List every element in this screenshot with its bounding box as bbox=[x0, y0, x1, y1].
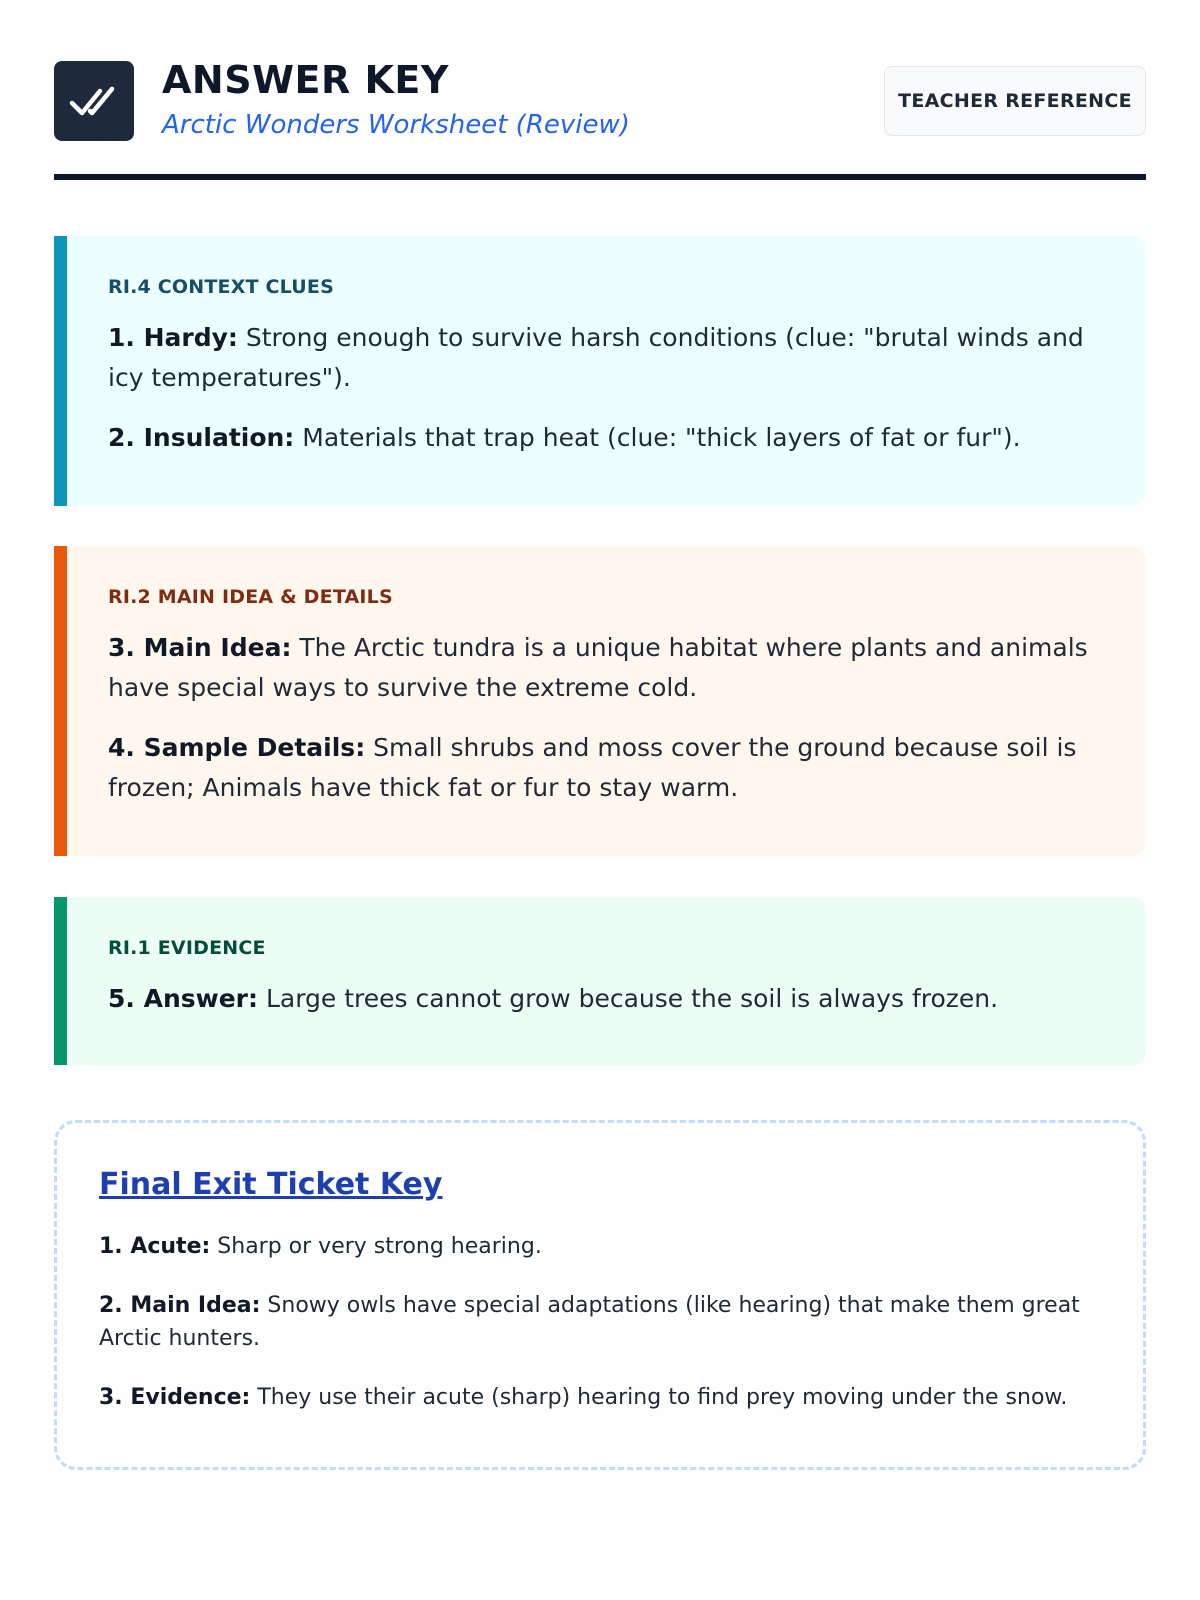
answer-item bbox=[108, 628, 1106, 708]
answer-item bbox=[108, 728, 1106, 808]
exit-ticket-text: Snowy owls have special adaptations (like hearing) that make them great Arctic hunters. bbox=[99, 1293, 1080, 1351]
section-title: RI.2 MAIN IDEA & DETAILS bbox=[108, 586, 393, 608]
answer-text: Strong enough to survive harsh conditions (clue: "brutal winds and icy temperatures"). bbox=[108, 323, 1084, 392]
logo-badge bbox=[54, 61, 134, 141]
answer-item bbox=[108, 318, 1106, 398]
header-divider bbox=[54, 174, 1146, 180]
section-context-clues bbox=[54, 236, 1146, 506]
teacher-reference-badge: TEACHER REFERENCE bbox=[884, 66, 1146, 136]
answer-label: 3. Main Idea: bbox=[108, 633, 292, 662]
section-accent-bar bbox=[54, 897, 67, 1065]
exit-ticket-text: Sharp or very strong hearing. bbox=[210, 1234, 542, 1259]
double-check-icon bbox=[68, 81, 120, 121]
answer-text: Materials that trap heat (clue: "thick layers of fat or fur"). bbox=[294, 423, 1021, 452]
exit-ticket-item bbox=[99, 1381, 1103, 1414]
exit-ticket-item bbox=[99, 1289, 1103, 1355]
answer-label: 2. Insulation: bbox=[108, 423, 295, 452]
section-main-idea-details bbox=[54, 546, 1146, 856]
page-subtitle: Arctic Wonders Worksheet (Review) bbox=[162, 110, 630, 140]
answer-text: The Arctic tundra is a unique habitat where plants and animals have special ways to survive the extreme cold. bbox=[108, 633, 1088, 702]
exit-ticket-title: Final Exit Ticket Key bbox=[99, 1167, 443, 1202]
header bbox=[54, 0, 1146, 182]
exit-ticket-label: 3. Evidence: bbox=[99, 1385, 251, 1410]
answer-item bbox=[108, 418, 1106, 458]
answer-label: 1. Hardy: bbox=[108, 323, 238, 352]
exit-ticket-label: 1. Acute: bbox=[99, 1234, 211, 1259]
answer-label: 4. Sample Details: bbox=[108, 733, 366, 762]
section-evidence bbox=[54, 897, 1146, 1065]
answer-label: 5. Answer: bbox=[108, 984, 258, 1013]
section-accent-bar bbox=[54, 236, 67, 506]
answer-text: Small shrubs and moss cover the ground because soil is frozen; Animals have thick fat or fur to stay warm. bbox=[108, 733, 1077, 802]
section-title: RI.4 CONTEXT CLUES bbox=[108, 276, 334, 298]
section-accent-bar bbox=[54, 546, 67, 856]
exit-ticket-text: They use their acute (sharp) hearing to find prey moving under the snow. bbox=[250, 1385, 1068, 1410]
exit-ticket-item bbox=[99, 1230, 1103, 1263]
exit-ticket-box bbox=[54, 1120, 1146, 1470]
page-title: ANSWER KEY bbox=[162, 58, 449, 102]
section-title: RI.1 EVIDENCE bbox=[108, 937, 266, 959]
exit-ticket-label: 2. Main Idea: bbox=[99, 1293, 261, 1318]
answer-text: Large trees cannot grow because the soil is always frozen. bbox=[258, 984, 999, 1013]
answer-item bbox=[108, 979, 1106, 1019]
